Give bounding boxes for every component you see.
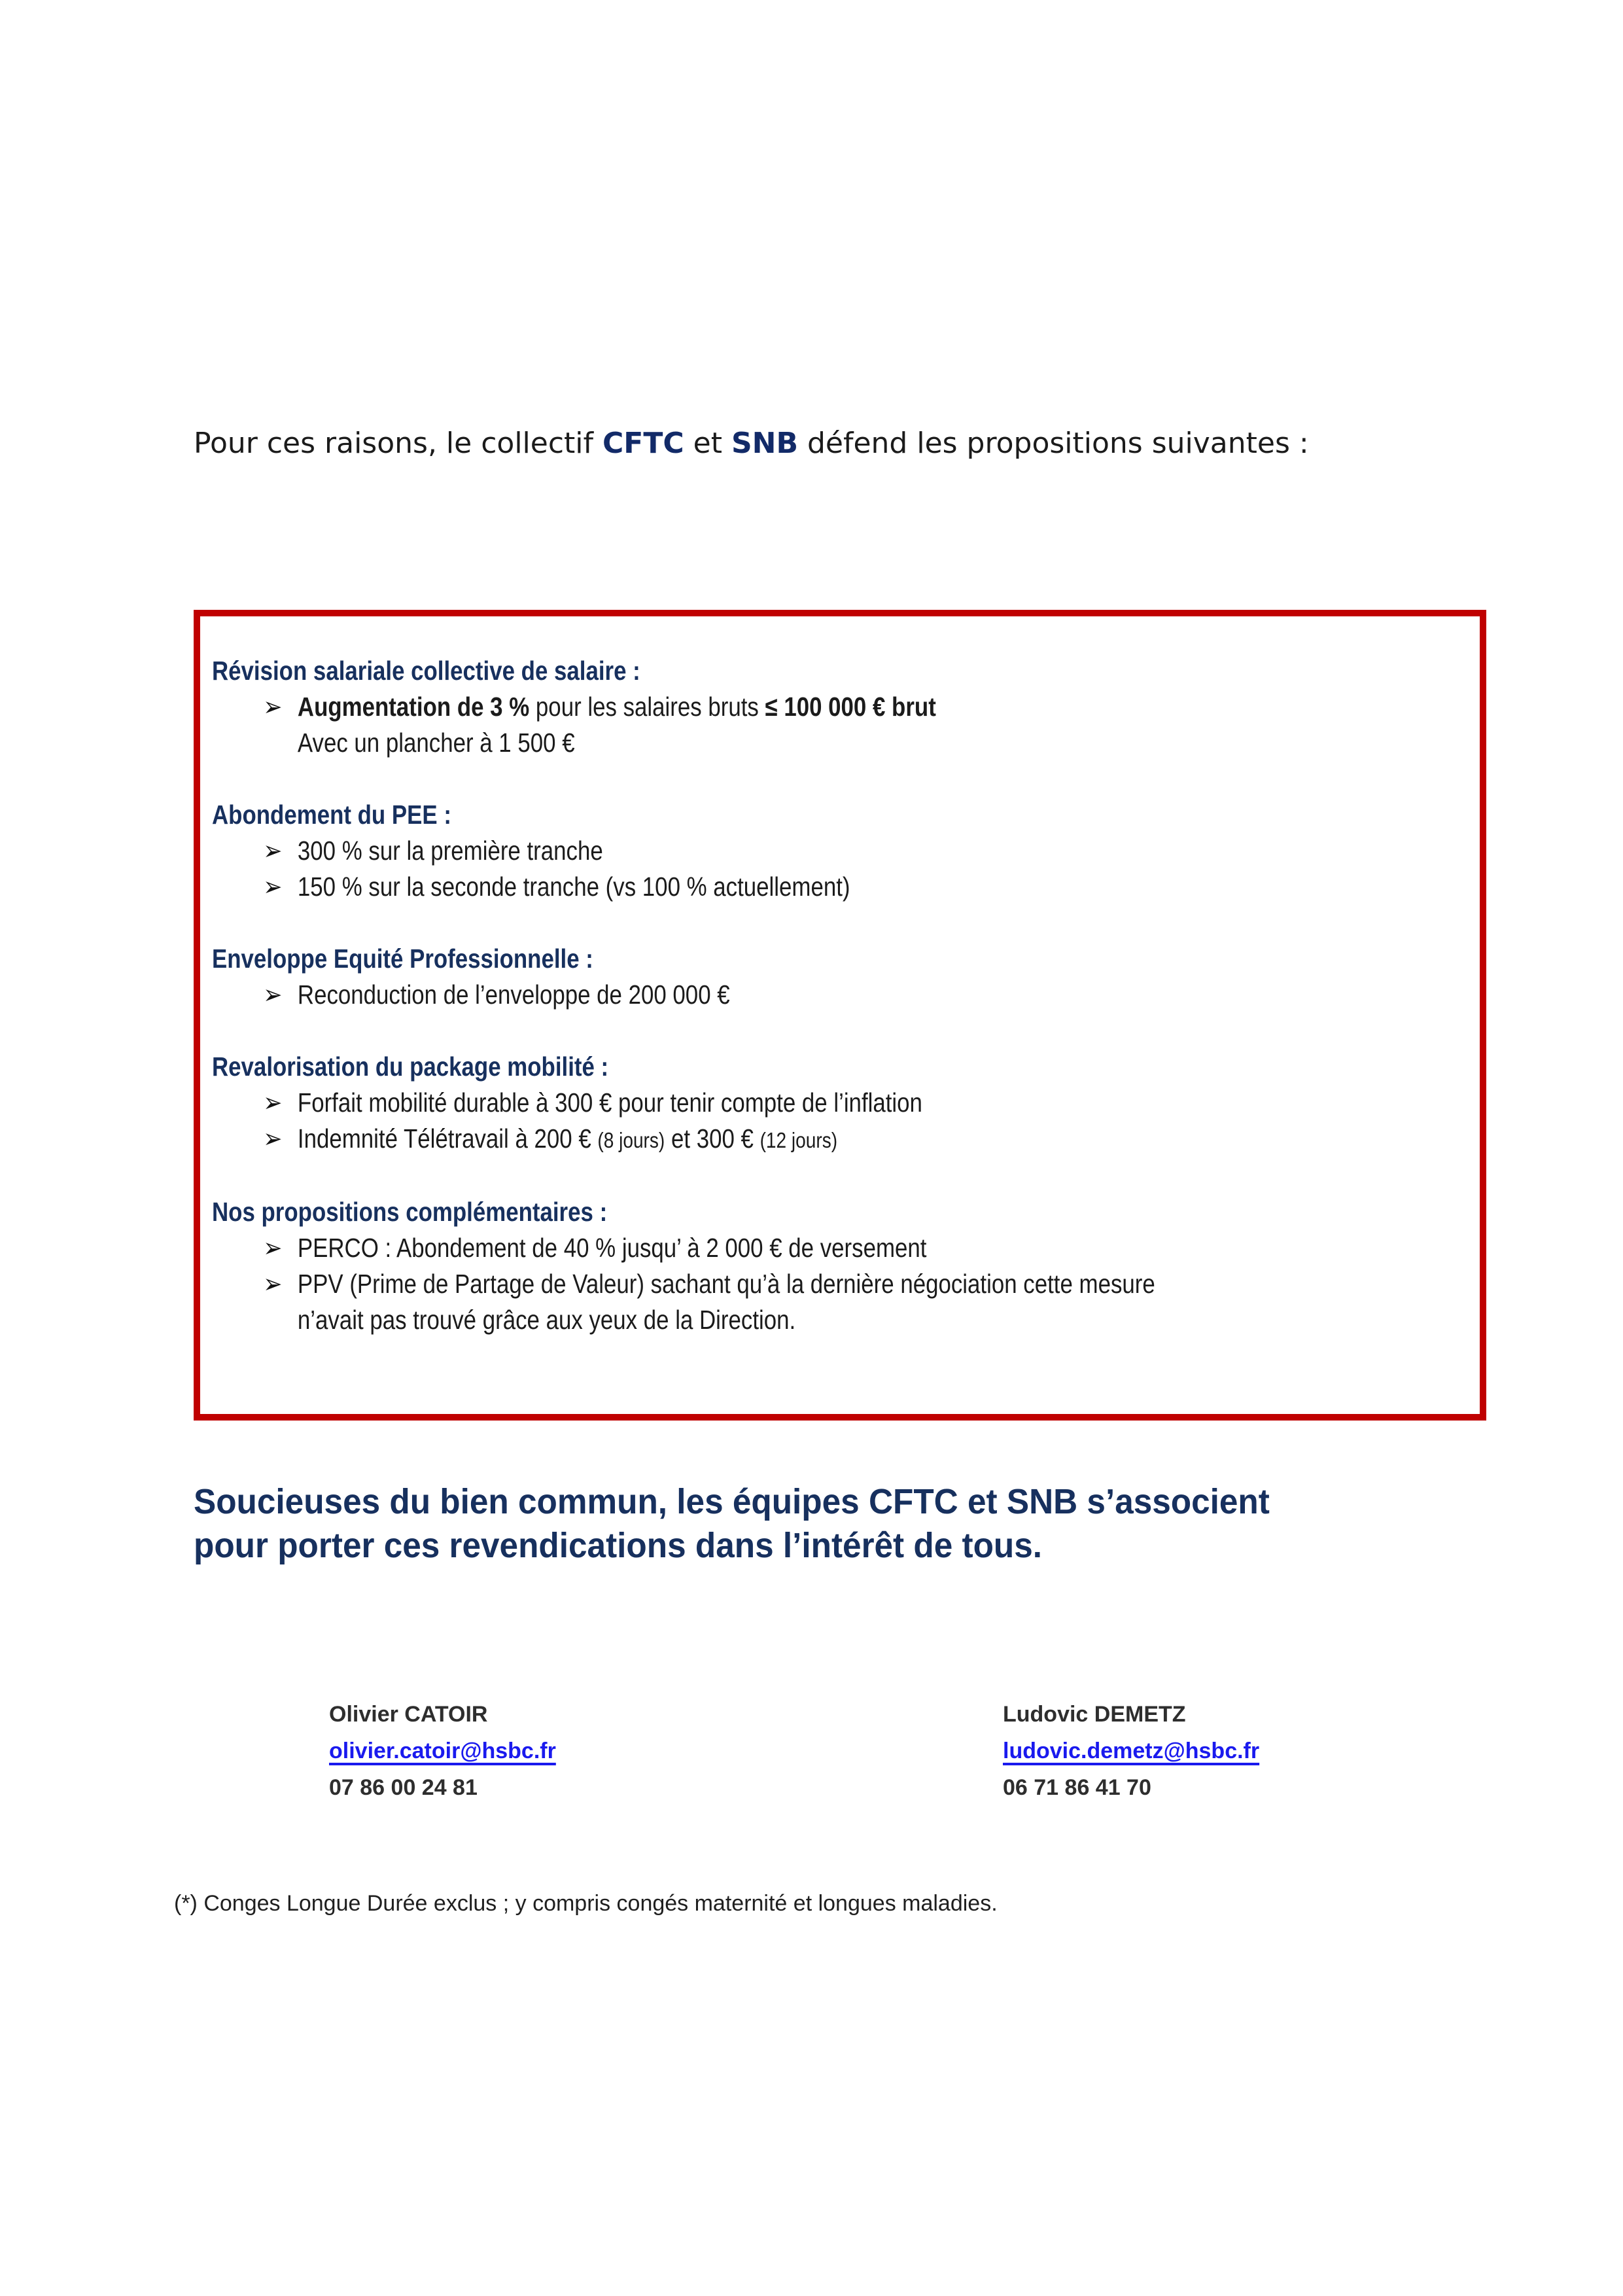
bullet-text: (12 jours) [759,1128,838,1152]
bullet-item [212,977,1276,1013]
section-heading: Abondement du PEE : [212,800,451,830]
contact-name: Olivier CATOIR [329,1702,488,1727]
closing-statement-line2: pour porter ces revendications dans l’intérêt de tous. [194,1526,1043,1565]
bullet-item [212,1230,1276,1266]
bullet-text: Augmentation de 3 % [297,692,536,722]
bullet-arrow-icon: ➢ [263,836,283,866]
contact-phone: 07 86 00 24 81 [329,1775,478,1800]
bullet-continuation: Avec un plancher à 1 500 € [297,728,575,758]
bullet-text: et 300 € [665,1123,760,1154]
proposals-box [194,610,1486,1421]
intro-sentence [194,425,1535,462]
footnote: (*) Conges Longue Durée exclus ; y compris congés maternité et longues maladies. [174,1891,998,1916]
bullet-item [212,869,1276,905]
section-heading: Nos propositions complémentaires : [212,1197,608,1227]
contact-card-olivier [329,1696,556,1806]
section-heading: Révision salariale collective de salaire : [212,656,640,686]
bullet-item [212,833,1276,869]
contact-name: Ludovic DEMETZ [1003,1702,1186,1727]
intro-suffix: défend les propositions suivantes : [798,427,1309,460]
section-spacer [212,905,1464,941]
org-cftc: CFTC [602,427,684,460]
bullet-item [212,689,1276,725]
email-link[interactable]: olivier.catoir@hsbc.fr [329,1739,556,1763]
bullet-item [212,1121,1276,1158]
section-spacer [212,1158,1464,1194]
bullet-text: Forfait mobilité durable à 300 € pour tenir compte de l’inflation [297,1087,922,1118]
closing-statement-line1: Soucieuses du bien commun, les équipes CFTC et SNB s’associent [194,1482,1270,1521]
bullet-arrow-icon: ➢ [263,1087,283,1118]
bullet-text: 300 % sur la première tranche [297,836,603,866]
bullet-arrow-icon: ➢ [263,1269,283,1299]
bullet-arrow-icon: ➢ [263,980,283,1010]
org-snb: SNB [731,427,798,460]
email-link[interactable]: ludovic.demetz@hsbc.fr [1003,1739,1260,1763]
contact-phone: 06 71 86 41 70 [1003,1775,1151,1800]
section-spacer [212,1013,1464,1049]
intro-prefix: Pour ces raisons, le collectif [194,427,602,460]
bullet-text: pour les salaires bruts [535,692,765,722]
bullet-text: Indemnité Télétravail à 200 € [297,1123,598,1154]
intro-et: et [684,427,731,460]
section-spacer [212,761,1464,797]
bullet-arrow-icon: ➢ [263,692,283,722]
closing-statement [194,1480,1499,1568]
bullet-item [212,1085,1276,1121]
bullet-text: (8 jours) [597,1128,665,1152]
bullet-text: ≤ 100 000 € brut [765,692,936,722]
section-heading: Enveloppe Equité Professionnelle : [212,944,593,974]
bullet-arrow-icon: ➢ [263,1123,283,1154]
bullet-text: 150 % sur la seconde tranche (vs 100 % actuellement) [297,872,850,902]
bullet-item [212,1266,1276,1302]
section-heading: Revalorisation du package mobilité : [212,1051,609,1082]
bullet-continuation: n’avait pas trouvé grâce aux yeux de la Direction. [297,1305,796,1335]
bullet-text: Reconduction de l’enveloppe de 200 000 € [297,980,730,1010]
bullet-text: PPV (Prime de Partage de Valeur) sachant qu’à la dernière négociation cette mesure [297,1269,1155,1299]
contact-card-ludovic [1003,1696,1259,1806]
bullet-arrow-icon: ➢ [263,872,283,902]
bullet-text: PERCO : Abondement de 40 % jusqu’ à 2 000 € de versement [297,1233,927,1263]
bullet-arrow-icon: ➢ [263,1233,283,1263]
